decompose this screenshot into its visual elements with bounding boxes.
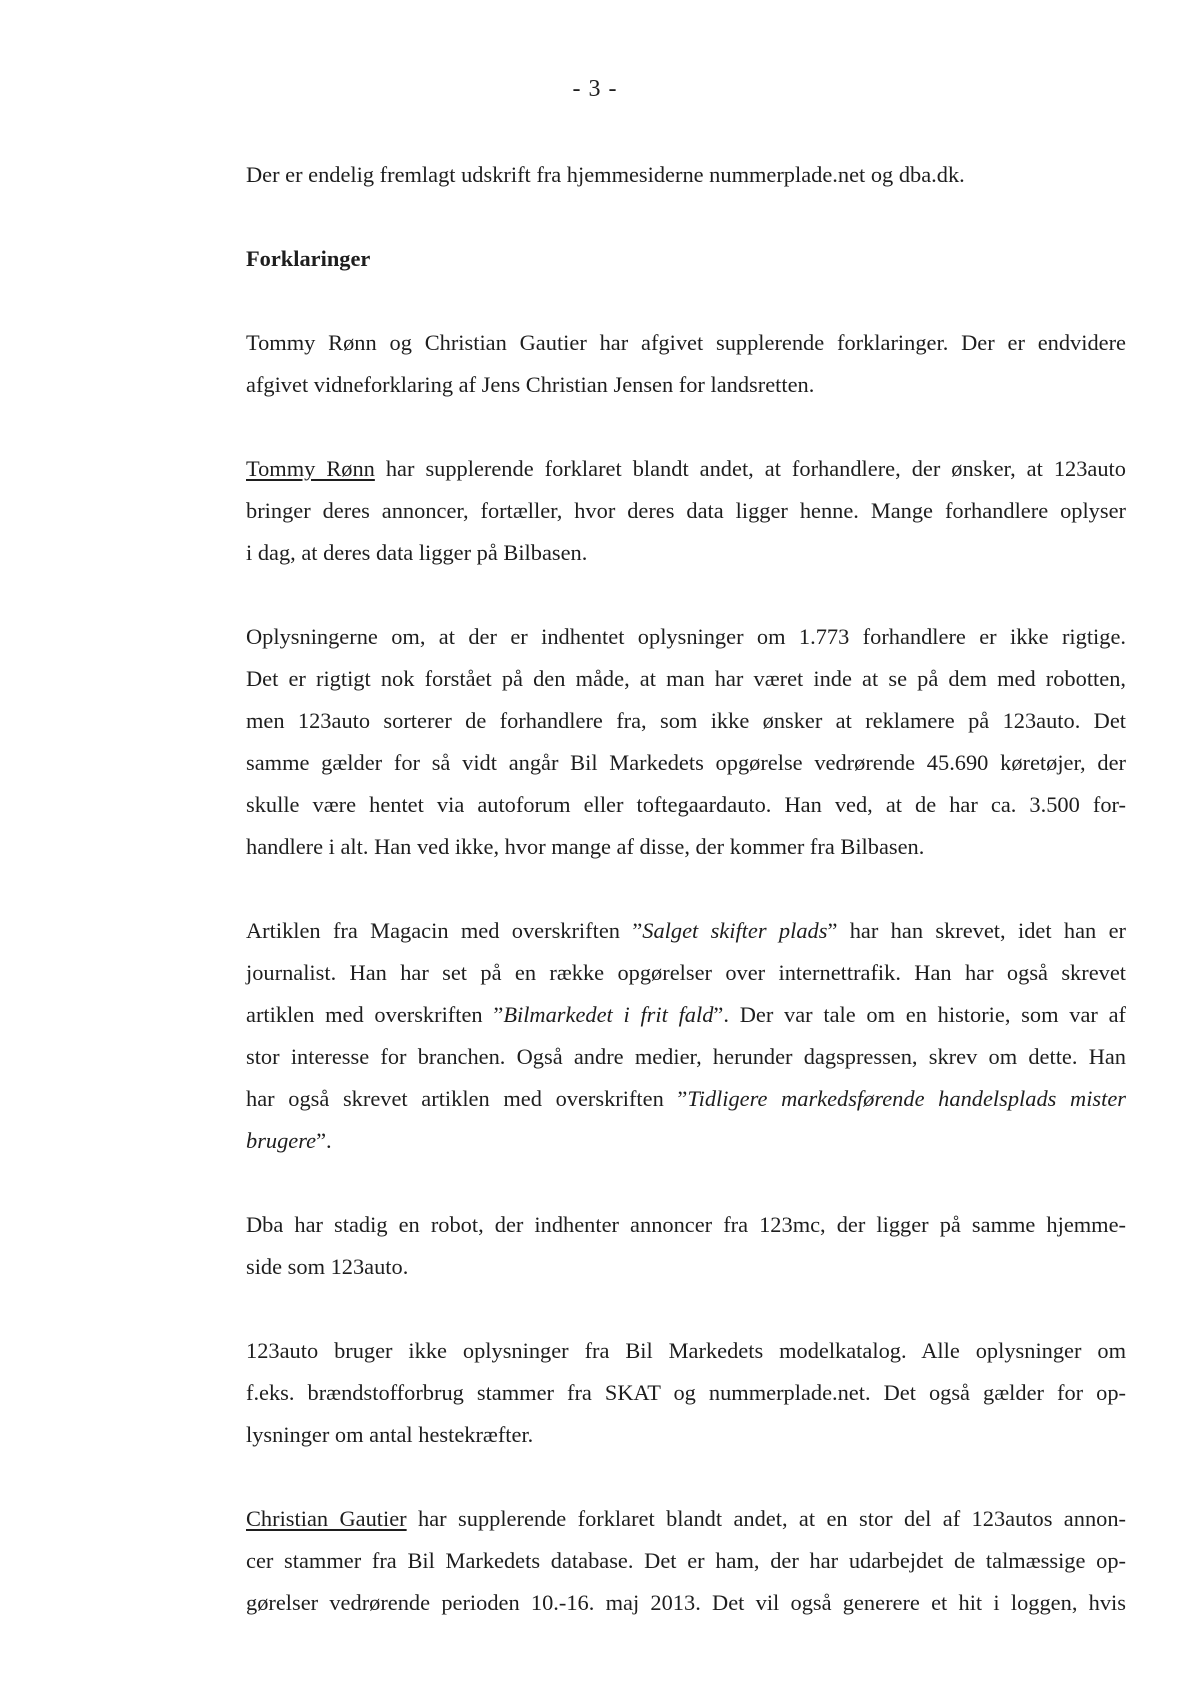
text-line: i dag, at deres data ligger på Bilbasen. (246, 540, 588, 565)
text-line (246, 1078, 1126, 1120)
text-line: side som 123auto. (246, 1254, 409, 1279)
article-title: Salget skifter plads (642, 918, 828, 943)
text-line: stor interesse for branchen. Også andre medier, herunder dagspressen, skrev om dette. Han (246, 1044, 1126, 1069)
text-line: skulle være hentet via autoforum eller toftegaardauto. Han ved, at de har ca. 3.500 for- (246, 792, 1126, 817)
text-line: handlere i alt. Han ved ikke, hvor mange af disse, der kommer fra Bilbasen. (246, 834, 925, 859)
text-line: Oplysningerne om, at der er indhentet oplysninger om 1.773 forhandlere er ikke rigtige. (246, 624, 1126, 649)
paragraph-explanations (246, 322, 1126, 406)
paragraph-dba-robot (246, 1204, 1126, 1288)
article-title: Bilmarkedet i frit fald (503, 1002, 714, 1027)
text-line: gørelser vedrørende perioden 10.-16. maj 2013. Det vil også generere et hit i loggen, hvis (246, 1590, 1126, 1615)
witness-name: Tommy Rønn (246, 456, 375, 481)
text-line: f.eks. brændstofforbrug stammer fra SKAT og nummerplade.net. Det også gælder for op- (246, 1380, 1126, 1405)
text-line (246, 910, 1126, 952)
text-line: Tommy Rønn og Christian Gautier har afgivet supplerende forklaringer. Der er endvidere (246, 330, 1126, 355)
text-segment: har også skrevet artiklen med overskriften ” (246, 1086, 688, 1111)
page-number: - 3 - (572, 76, 618, 102)
paragraph-tommy-ronn (246, 448, 1126, 574)
document-body (246, 154, 1126, 1624)
text-segment: Artiklen fra Magacin med overskriften ” (246, 918, 643, 943)
text-line (246, 448, 1126, 490)
text-line: bringer deres annoncer, fortæller, hvor deres data ligger henne. Mange forhandlere oplyser (246, 498, 1126, 523)
text-line: Det er rigtigt nok forstået på den måde, at man har været inde at se på dem med robotten, (246, 666, 1126, 691)
article-title: Tidligere markedsførende handelsplads mister (687, 1086, 1126, 1111)
text-line: journalist. Han har set på en række opgørelser over internettrafik. Han har også skrevet (246, 960, 1126, 985)
article-title: brugere (246, 1128, 317, 1153)
text-line: afgivet vidneforklaring af Jens Christian Jensen for landsretten. (246, 372, 815, 397)
paragraph-articles (246, 910, 1126, 1162)
paragraph-model-catalog (246, 1330, 1126, 1456)
text-line: Dba har stadig en robot, der indhenter annoncer fra 123mc, der ligger på samme hjemme- (246, 1212, 1126, 1237)
text-segment: ”. (316, 1128, 332, 1153)
witness-name: Christian Gautier (246, 1506, 407, 1531)
text-line (246, 1120, 1126, 1162)
text-line: men 123auto sorterer de forhandlere fra, som ikke ønsker at reklamere på 123auto. Det (246, 708, 1126, 733)
text-segment: har supplerende forklaret blandt andet, at forhandlere, der ønsker, at 123auto (374, 456, 1126, 481)
paragraph-intro (246, 154, 1126, 196)
text-line: 123auto bruger ikke oplysninger fra Bil Markedets modelkatalog. Alle oplysninger om (246, 1338, 1126, 1363)
text-line: samme gælder for så vidt angår Bil Markedets opgørelse vedrørende 45.690 køretøjer, der (246, 750, 1126, 775)
text-segment: ” har han skrevet, idet han er (827, 918, 1126, 943)
section-heading (246, 238, 1126, 280)
paragraph-christian-gautier (246, 1498, 1126, 1624)
text-line: cer stammer fra Bil Markedets database. Det er ham, der har udarbejdet de talmæssige op- (246, 1548, 1126, 1573)
text-line (246, 1498, 1126, 1540)
text-segment: har supplerende forklaret blandt andet, at en stor del af 123autos annon- (406, 1506, 1126, 1531)
text-segment: artiklen med overskriften ” (246, 1002, 504, 1027)
text-line (246, 994, 1126, 1036)
heading-text: Forklaringer (246, 246, 371, 271)
paragraph-dealers (246, 616, 1126, 868)
text-line: lysninger om antal hestekræfter. (246, 1422, 534, 1447)
text-line: Der er endelig fremlagt udskrift fra hjemmesiderne nummerplade.net og dba.dk. (246, 162, 965, 187)
text-segment: ”. Der var tale om en historie, som var af (713, 1002, 1126, 1027)
